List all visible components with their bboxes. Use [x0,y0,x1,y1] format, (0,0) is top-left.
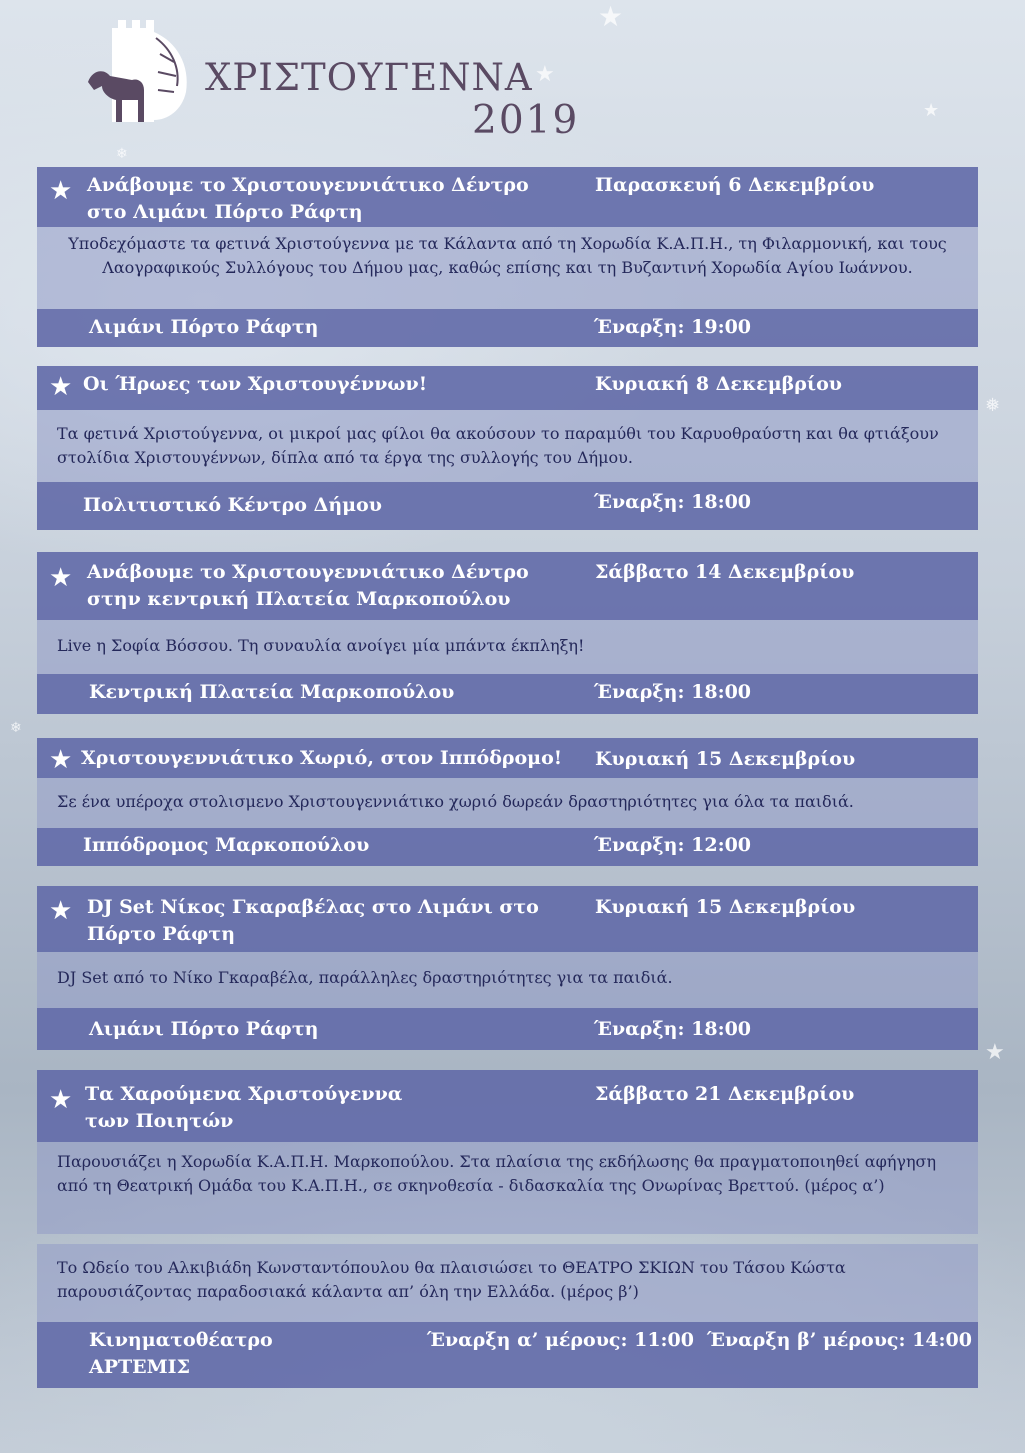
event-description: Σε ένα υπέροχα στολισμενο Χριστουγεννιάτικο χωριό δωρεάν δραστηριότητες για όλα τα παιδιά. [37,778,978,828]
snowflake-icon: ★ [535,62,555,87]
event-footer [37,1008,978,1050]
event-title-bar [37,167,978,227]
event-description: Τα φετινά Χριστούγεννα, οι μικροί μας φίλοι θα ακούσουν το παραμύθι του Καρυοθραύστη και θα φτιάξουν στολίδια Χριστουγέννων, δίπλα από τα έργα της συλλογής του Δήμου. [37,410,978,482]
event-footer [37,309,978,347]
snowflake-icon: ❄ [116,146,128,162]
event-footer [37,674,978,714]
event-card [37,167,978,347]
event-venue: Λιμάνι Πόρτο Ράφτη [89,316,319,338]
event-start-time: Έναρξη: 12:00 [594,834,752,856]
event-title-bar [37,1070,978,1142]
page-year: 2019 [472,98,580,143]
star-icon: ★ [49,896,73,926]
event-date: Παρασκευή 6 Δεκεμβρίου [595,174,875,196]
event-description: Παρουσιάζει η Χορωδία Κ.Α.Π.Η. Μαρκοπούλου. Στα πλαίσια της εκδήλωσης θα πραγματοποιηθεί αφήγηση από τη Θεατρική Ομάδα του Κ.Α.Π.Η., σε σκηνοθεσία - διδασκαλία της Ονωρίνας Βρεττού. (μέρος α’) [37,1142,978,1234]
event-card [37,1070,978,1388]
event-start-time-part-b: Έναρξη β’ μέρους: 14:00 [707,1329,972,1351]
event-description: Υποδεχόμαστε τα φετινά Χριστούγεννα με τα Κάλαντα από τη Χορωδία Κ.Α.Π.Η., τη Φιλαρμονική, και τους Λαογραφικούς Συλλόγους του Δήμου μας, καθώς επίσης και τη Βυζαντινή Χορωδία Αγίου Ιωάννου. [37,227,978,309]
event-card [37,366,978,530]
star-icon: ★ [49,1085,73,1115]
event-venue: Ιππόδρομος Μαρκοπούλου [83,834,370,856]
snowflake-icon: ★ [985,1040,1005,1065]
snowflake-icon: ★ [923,100,940,121]
snowflake-icon: ❄ [10,720,22,736]
event-venue: Κεντρική Πλατεία Μαρκοπούλου [89,681,455,703]
event-title: Ανάβουμε το Χριστουγεννιάτικο Δέντρο στην κεντρική Πλατεία Μαρκοπούλου [87,561,529,610]
event-card [37,552,978,714]
event-title-bar [37,366,978,410]
event-start-time: Έναρξη: 18:00 [594,491,752,513]
event-title-bar [37,886,978,952]
event-footer [37,828,978,866]
event-description: Live η Σοφία Βόσσου. Τη συναυλία ανοίγει μία μπάντα έκπληξη! [37,620,978,674]
event-footer [37,482,978,530]
event-card [37,738,978,866]
event-title: Χριστουγεννιάτικο Χωριό, στον Ιππόδρομο! [81,747,563,769]
snowflake-icon: ★ [598,0,624,33]
event-date: Κυριακή 15 Δεκεμβρίου [595,748,856,770]
event-venue: Πολιτιστικό Κέντρο Δήμου [83,494,382,516]
event-start-time: Έναρξη: 19:00 [594,316,752,338]
star-icon: ★ [49,563,73,593]
event-description: Το Ωδείο του Αλκιβιάδη Κωνσταντόπουλου θα πλαισιώσει το ΘΕΑΤΡΟ ΣΚΙΩΝ του Τάσου Κώστα παρουσιάζοντας παραδοσιακά κάλαντα απ’ όλη την Ελλάδα. (μέρος β’) [37,1244,978,1322]
event-date: Κυριακή 8 Δεκεμβρίου [595,373,842,395]
star-icon: ★ [49,176,73,206]
event-title-bar [37,552,978,620]
municipality-logo [82,20,194,130]
event-start-time: Έναρξη: 18:00 [594,1018,752,1040]
event-title-bar [37,738,978,778]
event-title: DJ Set Νίκος Γκαραβέλας στο Λιμάνι στο Πόρτο Ράφτη [87,896,539,945]
star-icon: ★ [49,372,73,402]
event-card [37,886,978,1050]
snowflake-icon: ❅ [985,395,1001,416]
event-footer [37,1322,978,1388]
event-start-time-part-a: Έναρξη α’ μέρους: 11:00 [427,1329,695,1351]
page-title: ΧΡΙΣΤΟΥΓΕΝΝΑ [205,56,533,99]
event-date: Σάββατο 21 Δεκεμβρίου [595,1083,855,1105]
event-title: Οι Ήρωες των Χριστουγέννων! [83,373,428,395]
event-date: Κυριακή 15 Δεκεμβρίου [595,896,856,918]
event-venue: Κινηματοθέατρο ΑΡΤΕΜΙΣ [89,1329,273,1378]
event-title: Ανάβουμε το Χριστουγεννιάτικο Δέντρο στο Λιμάνι Πόρτο Ράφτη [87,174,529,223]
event-date: Σάββατο 14 Δεκεμβρίου [595,561,855,583]
event-venue: Λιμάνι Πόρτο Ράφτη [89,1018,319,1040]
event-title: Τα Χαρούμενα Χριστούγεννα των Ποιητών [85,1083,403,1132]
star-icon: ★ [49,745,73,775]
event-start-time: Έναρξη: 18:00 [594,681,752,703]
event-description: DJ Set από το Νίκο Γκαραβέλα, παράλληλες δραστηριότητες για τα παιδιά. [37,952,978,1008]
